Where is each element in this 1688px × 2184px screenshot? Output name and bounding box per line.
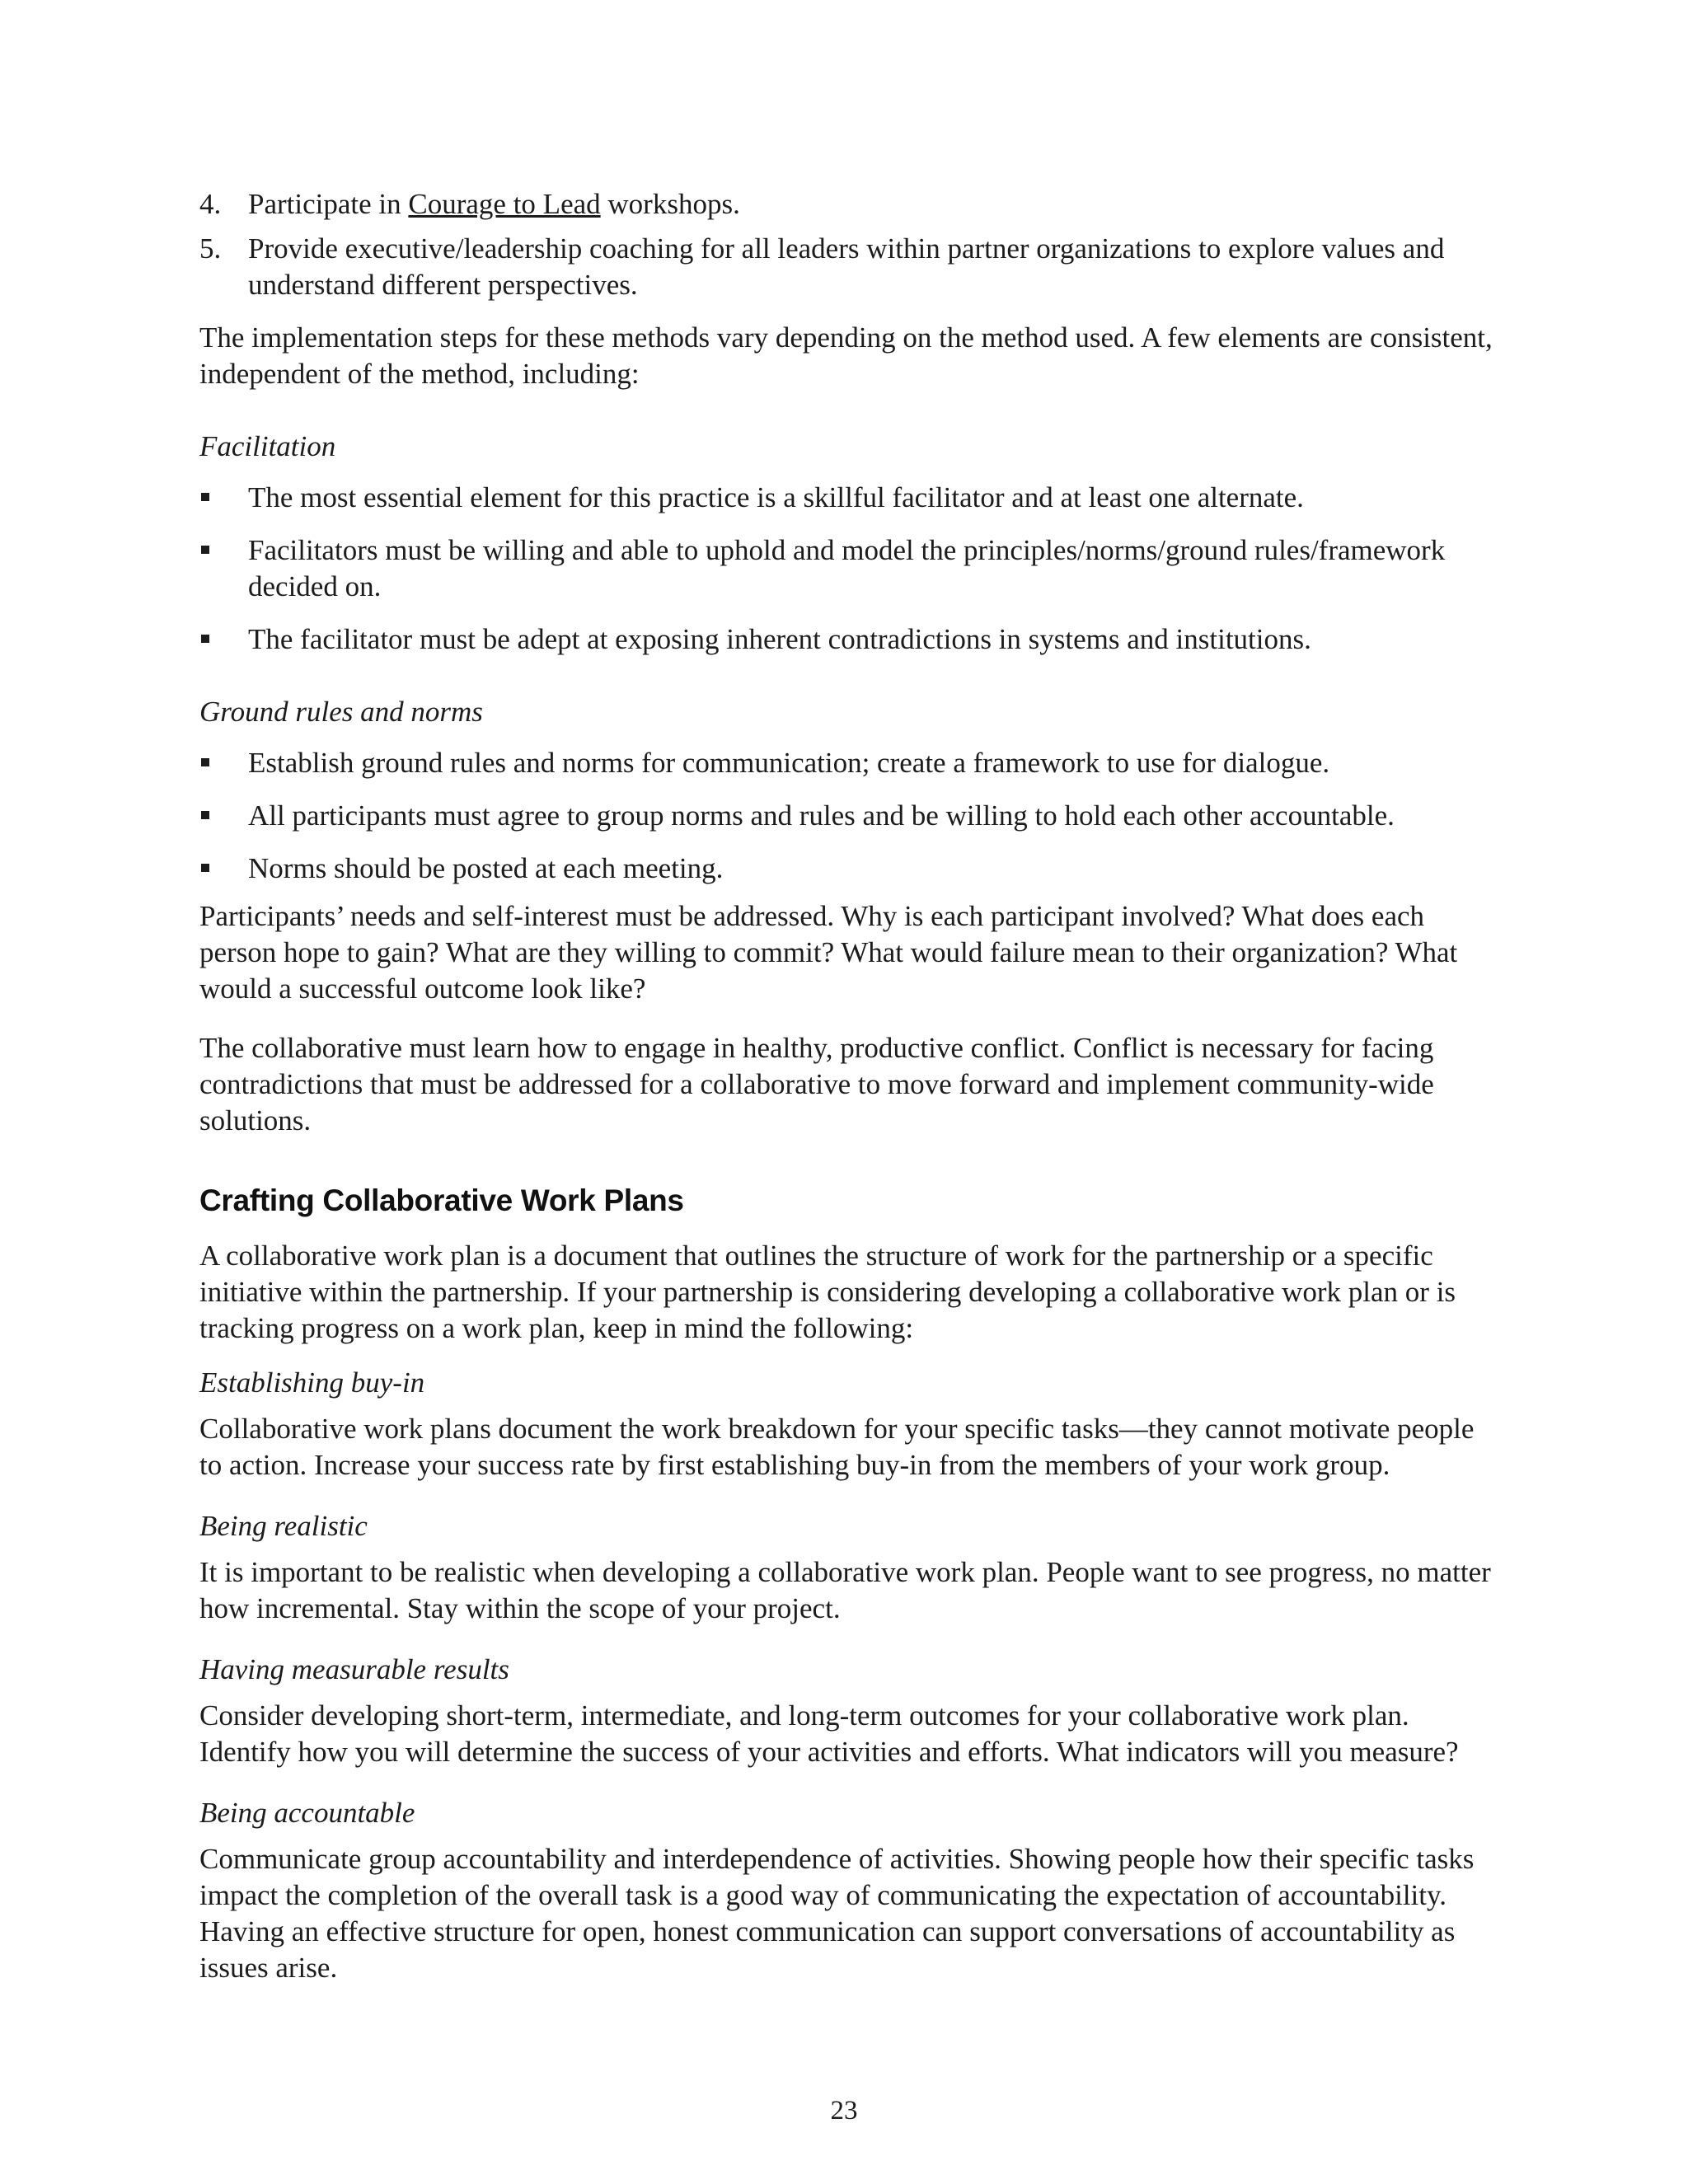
document-page [199,186,1502,1986]
ground-rules-bullets [199,745,1502,887]
facilitation-heading: Facilitation [199,430,336,462]
facilitation-bullets [199,480,1502,658]
bullet-text: Facilitators must be willing and able to uphold and model the principles/norms/ground rules/framework decided on. [248,534,1446,602]
ground-rules-heading: Ground rules and norms [199,696,483,728]
list-item [199,621,1502,658]
page-number: 23 [830,2096,858,2125]
realistic-paragraph: It is important to be realistic when developing a collaborative work plan. People want to see progress, no matter how incremental. Stay within the scope of your project. [199,1556,1491,1624]
list-number: 5. [199,232,222,265]
realistic-heading: Being realistic [199,1510,368,1542]
list-item-text-before: Participate in [248,188,409,220]
bullet-icon [199,532,248,605]
list-item-text [248,186,740,223]
bullet-text: Norms should be posted at each meeting. [248,852,724,884]
bullet-icon [199,621,248,658]
buy-in-paragraph: Collaborative work plans document the work breakdown for your specific tasks—they cannot motivate people to action. Increase your success rate by first establishing buy-in from the members of your work group. [199,1413,1475,1481]
bullet-icon [199,480,248,516]
buy-in-heading: Establishing buy-in [199,1366,425,1399]
accountable-heading: Being accountable [199,1797,415,1829]
numbered-list [199,186,1502,303]
bullet-icon [199,851,248,887]
list-item [199,186,1502,223]
work-plans-intro: A collaborative work plan is a document that outlines the structure of work for the partnership or a specific initiative within the partnership. If your partnership is considering developing a collaborative work plan or is tracking progress on a work plan, keep in mind the following: [199,1240,1456,1344]
bullet-icon [199,798,248,834]
bullet-text: The facilitator must be adept at exposing inherent contradictions in systems and institutions. [248,623,1311,655]
measurable-heading: Having measurable results [199,1653,509,1685]
participants-paragraph: Participants’ needs and self-interest must be addressed. Why is each participant involved? What does each person hope to gain? What are they willing to commit? What would failure mean to their organization? What would a successful outcome look like? [199,900,1458,1005]
intro-paragraph: The implementation steps for these methods vary depending on the method used. A few elements are consistent, independent of the method, including: [199,321,1493,390]
section-heading: Crafting Collaborative Work Plans [199,1183,684,1217]
conflict-paragraph: The collaborative must learn how to engage in healthy, productive conflict. Conflict is necessary for facing contradictions that must be addressed for a collaborative to move forward and implement community-wide solutions. [199,1032,1434,1137]
accountable-paragraph: Communicate group accountability and interdependence of activities. Showing people how their specific tasks impact the completion of the overall task is a good way of communicating the expectation of accountability. Having an effective structure for open, honest communication can support conversations of accountability as issues arise. [199,1843,1475,1984]
bullet-text: Establish ground rules and norms for communication; create a framework to use for dialogue. [248,747,1330,779]
list-item [199,532,1502,605]
bullet-text: The most essential element for this practice is a skillful facilitator and at least one alternate. [248,481,1304,513]
list-item [199,231,1502,303]
list-item [199,480,1502,516]
bullet-icon [199,745,248,781]
list-item [199,851,1502,887]
list-item-text: Provide executive/leadership coaching for all leaders within partner organizations to explore values and understand different perspectives. [248,232,1445,301]
measurable-paragraph: Consider developing short-term, intermediate, and long-term outcomes for your collaborative work plan. Identify how you will determine the success of your activities and efforts. What indicators will you measure? [199,1699,1459,1768]
list-item-text-after: workshops. [600,188,740,220]
list-number: 4. [199,188,222,220]
list-item [199,798,1502,834]
list-item [199,745,1502,781]
courage-to-lead-link[interactable]: Courage to Lead [408,188,601,220]
bullet-text: All participants must agree to group norms and rules and be willing to hold each other accountable. [248,799,1395,832]
